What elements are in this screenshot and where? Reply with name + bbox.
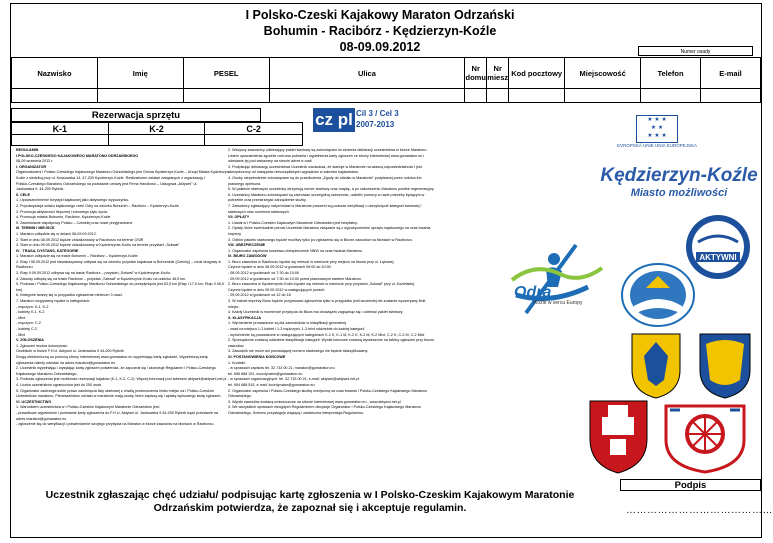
regulation-line: 1. Upowszechnienie turystyki kajakowej jako aktywnego wypoczynku. bbox=[16, 198, 130, 203]
regulation-line: - 09.09.2012 w godzinach od 12 do 18 bbox=[228, 293, 291, 298]
col-ulica: Ulica bbox=[269, 58, 465, 89]
title-line-2: Bohumin - Racibórz - Kędzierzyn-Koźle bbox=[263, 24, 497, 38]
regulation-line: imprezy. bbox=[228, 231, 242, 236]
regulation-line: REGULAMIN bbox=[16, 148, 39, 152]
regulation-line: 1. Wyróżnienie prowadzone są dla zawodników w klasyfikacji generalnej. bbox=[228, 321, 348, 326]
kozle-emblem-icon bbox=[620, 262, 696, 328]
regulation-line: 3. Start w dniu 09.09.2012 będzie zlokalizowany w Kędzierzynie-Koźlu na terenie przystani „Szkwał” bbox=[16, 243, 180, 248]
czpl-cel3-logo: Cíl 3 / Cel 3 2007-2013 bbox=[356, 109, 399, 129]
regulation-line: Osobiście w biurze F.H.U. Aktywni ul. Jankowska 9 44-200 Rybnik bbox=[16, 349, 124, 354]
regulation-line: 3. Podpisując deklarację uczestnictwa Uczestnik oświadcza, że startuje w Maratonie na własną odpowiedzialność i jest bbox=[228, 164, 422, 169]
regulation-line: 6. Uczestnicy Maratonu zobowiązani są zachować szczególną ostrożność, udzielić pomocy w razie potrzeby będącym w bbox=[228, 192, 425, 197]
regulation-line: tel. 696 688 151, koordynator@gomaraton.eu bbox=[228, 371, 303, 376]
regulation-line: VIII. UBEZPIECZENIE bbox=[228, 243, 266, 248]
regulation-line: 5. Podczas I Polsko-Czeskiego Kajakowego Maratonu Odrzańskiego do przepłynięcia jest 63,5 km (Etap I 17,0 km, Etap II 46,5 bbox=[16, 282, 224, 287]
regulation-line: 1. Maraton odbędzie się na trasie Bohumin – Racibórz – Kędzierzyn-Koźle. bbox=[16, 254, 139, 259]
regulation-line: adres maraton@gomaraton.eu bbox=[16, 416, 67, 421]
regulation-line: - zgłoszenie się do weryfikacji i potwierdzenie swojego przybycia na Maraton w biurze zawodów na błoniach w Raciborzu. bbox=[16, 422, 215, 427]
regulation-line: Koźle z siedzibą przy ul. Kossowska 14, 47-200 Kędzierzyn-Koźle. Realizatorem działań związanych z organizacją I bbox=[16, 175, 205, 180]
col-imie: Imię bbox=[97, 58, 183, 89]
regulation-line: Odrzańskiego, Schemu przysługuje wiążącą i ostateczna interpretacja Regulaminu. bbox=[228, 410, 365, 415]
regulation-line: 5. Organizator zastrzega sobie prawo zamknięcia listy startowej z chwilą przekroczenia limitu miejsc na I Polsko-Czeskim bbox=[16, 388, 214, 393]
regulation-line: 2. Opłaty, które ewentualnie ponosi Uczestnik Maratonu związane są z wypożyczeniem sprzętu kajakowego na czas trwania bbox=[228, 226, 431, 231]
regulation-line: 2. Organizator zapewnia I Polsko-Czeskiego służbę medyczną na czas trwania I Polsko-Czeskiego Kajakowego Maratonu bbox=[228, 388, 428, 393]
city-motto: Miasto możliwości bbox=[630, 187, 728, 199]
regulation-line: Jankowska 9, 44-200 Rybnik. bbox=[16, 187, 65, 192]
regulation-line: 3. Odbiór pakietu startowego będzie możliwy tylko po zgłoszeniu się w Biurze zawodów na błoniach w Raciborzu. bbox=[228, 237, 413, 242]
city-logo bbox=[594, 165, 764, 210]
equipment-k1-field[interactable] bbox=[12, 135, 109, 146]
consent-statement: Uczestnik zgłaszając chęć udziału/ podpisując kartę zgłoszenia w I Polsko-Czeskim Kajakowym Maratonie Odrzańskim potwierdza, że zapoznał się i akceptuje regulamin. bbox=[45, 489, 575, 514]
regulation-line: 2. Sporządzone zostaną oddzielne klasyfikacje kategorii. Wyniki końcowe zostaną wywieszone na tablicy ogłoszeń przy biurze bbox=[228, 338, 435, 343]
input-miejscowosc[interactable] bbox=[565, 89, 641, 103]
regulation-line: odesłanie jej pod wskazany na stronie adres e-mail. bbox=[228, 159, 313, 164]
regulation-line: 1. Udział w I Polsko-Czeskim Kajakowym Maratonie Odrzańskim jest bezpłatny. bbox=[228, 220, 358, 225]
col-nazwisko: Nazwisko bbox=[12, 58, 98, 89]
regulation-line: 4. We wszystkich sprawach nieujętych Regulaminem decyduje Organizator I Polsko-Czeskiego Kajakowego Maratonu bbox=[228, 405, 421, 410]
regulation-line: - wyróżnienie są prowadzone w następujących kategoriach K-1 K, K-1 M, K-2 K, K-2 M, K-2 Mixt, C-2 K, C-2 M, C-2 Mixt bbox=[228, 332, 425, 337]
input-pesel[interactable] bbox=[183, 89, 269, 103]
input-email[interactable] bbox=[701, 89, 761, 103]
col-nr-mieszkania: Nr miesz bbox=[487, 58, 509, 89]
regulation-line: V. ZGŁOSZENIA bbox=[16, 338, 44, 343]
regulation-line: 08-09 wrzesnia 2012 r. bbox=[16, 159, 54, 164]
odra-logo bbox=[510, 260, 605, 315]
czpl-logo: cz pl bbox=[313, 108, 355, 132]
coat-of-arms-4-icon bbox=[660, 400, 750, 475]
col-miejscowosc: Miejscowość bbox=[565, 58, 641, 89]
regulation-line: 1. Kontakt: bbox=[228, 360, 246, 365]
regulation-line: 3. Podczas zgłoszenia jest możliwość rezerwacji kajaków (K-1, K-2, C-2). Więcej informacji pod adresem aktywni@aktywni.net.pl bbox=[16, 377, 227, 382]
regulation-line: 2. Uczestnik wypełniając i wysyłając kartę zgłoszeń potwierdza, że zapoznał się i akceptuje Regulamin I Polsko-Czeskiego bbox=[16, 366, 216, 371]
regulation-line: 7. Maraton rozgrywany będzie w kategoriach: bbox=[16, 299, 91, 304]
regulation-line: 5. W pakiecie startowym uczestnicy otrzymują numer startowy oraz mapkę, a po zakończeniu Maratonu posiłek regeneracyjny. bbox=[228, 187, 435, 192]
regulation-line: Czynne będzie w dniu 08.09.2012 w godzinach 09:00 do 10:00. bbox=[228, 265, 332, 270]
regulation-line: II. CELE bbox=[16, 192, 30, 197]
regulation-line: 3. W trakcie imprezy Biuro będzie przyjmować zgłoszenia tylko w przypadku jeśli wcześniej nie zostanie wyczerpany limit bbox=[228, 299, 426, 304]
signature-label: Podpis bbox=[620, 479, 761, 491]
equipment-k2-field[interactable] bbox=[108, 135, 205, 146]
regulation-line: 2. Wszyscy zawodnicy odbierający pakiet startowy są zobowiązani do złożenia deklaracji uczestnictwa w biurze Maratonu. bbox=[228, 148, 428, 152]
signature-line[interactable]: …………………………………… bbox=[626, 505, 773, 516]
odra-subtitle: Koźle w sercu Europy bbox=[534, 300, 583, 306]
regulation-line: Czynne będzie w dniu 09.09.2012 w następujących porach: bbox=[228, 287, 326, 292]
regulation-line: Raciborzu. bbox=[16, 265, 34, 270]
col-nr-domu: Nr domu bbox=[465, 58, 487, 89]
regulation-line: potrzebie oraz przestrzegać zarządzenie służby. bbox=[228, 198, 307, 203]
regulation-line: - w sprawach organizacyjnych: tel. 32 733 00 21, e-mail: aktywni@aktywni.net.pl bbox=[228, 377, 360, 382]
regulation-line: Listem upoważnienia zgodnie ochrona pobrania i wypełnienia karty zgłoszeń ze strony internetowej www.gomaraton.eu i bbox=[228, 153, 425, 158]
regulation-line: Organizatorami I Polsko-Czeskiego Kajakowego Maratonu Odrzańskiego jest Gmina Kędzierzyn-Koźle – Urząd Miasta Kędzierzyn- bbox=[16, 170, 230, 175]
regulation-line: 4. Zawody odbędą się na trasie Racibórz – przystań „Szkwał” w Kędzierzynie-Koźlu na odcinku 46,5 km. bbox=[16, 276, 187, 281]
regulation-line: 2. Start w dniu 08.09.2012 będzie zlokalizowany w Raciborzu na terenie OSiR bbox=[16, 237, 144, 242]
regulation-line: 1. Maraton odbędzie się w dniach 08-09.09.2012. bbox=[16, 231, 97, 236]
regulation-line: 2. Etap I 08.09.2012 jest niewskazywany odbywa się na odcinku przystań kajakowa w Bohuminie (Czechy) – most drogowy w bbox=[16, 259, 221, 264]
registration-table bbox=[11, 57, 761, 103]
regulation-line: 2. Popularyzacja szlaku kajakowego rzeki Odry na odcinku Bohumin – Racibórz – Kędzierzyn-Koźle bbox=[16, 203, 179, 208]
regulation-line: Kajakowego Maratonu Odrzańskiego. bbox=[16, 371, 78, 376]
regulation-line: - kobiety K-1, K-2 bbox=[16, 310, 45, 315]
regulation-line: 3. Etap II 09.09.2012 odbywa się na trasie Racibórz – przystań „Szkwał” w Kędzierzynie-Koźlu. bbox=[16, 271, 171, 276]
coat-of-arms-1-icon bbox=[628, 330, 684, 400]
input-nr-mieszkania[interactable] bbox=[487, 89, 509, 103]
regulation-line: tel. 694 688 515, e-mail: koordynator@gomaraton.eu bbox=[228, 382, 315, 387]
equipment-title: Rezerwacja sprzętu bbox=[11, 108, 261, 122]
input-imie[interactable] bbox=[97, 89, 183, 103]
regulation-line: km). bbox=[16, 287, 24, 292]
odra-name: Odra bbox=[514, 284, 552, 301]
coat-of-arms-3-icon bbox=[586, 395, 651, 475]
regulation-line: III. TERMIN I MIEJSCE bbox=[16, 226, 55, 231]
regulation-line: XI. POSTANOWIENIA KOŃCOWE bbox=[228, 354, 286, 359]
equipment-table bbox=[11, 122, 303, 146]
input-telefon[interactable] bbox=[641, 89, 701, 103]
regulation-line: 3. Wyniki zawodów zostaną umieszczone na stronie internetowej www.gomaraton.eu , www.aktywni.net.pl bbox=[228, 399, 401, 404]
equipment-k1-label: K-1 bbox=[12, 123, 109, 135]
regulation-line: - 08.09.2012 w godzinach od 7:30 do 10:00 bbox=[228, 271, 299, 276]
regulation-line: VII. OPŁATY bbox=[228, 215, 250, 220]
coat-of-arms-2-icon bbox=[696, 330, 754, 400]
col-email: E-mail bbox=[701, 58, 761, 89]
regulation-line: 3. Promocja aktywności fizycznej i zdrowego stylu życia. bbox=[16, 209, 108, 214]
regulation-line: 5. Zacieśnianie współpracy Polsko – Czeskiej oraz nowe przygraniczne bbox=[16, 220, 133, 225]
regulations-right-column bbox=[228, 148, 608, 506]
input-nazwisko[interactable] bbox=[12, 89, 98, 103]
equipment-c2-label: C-2 bbox=[205, 123, 303, 135]
regulation-line: IV . TRASA, DYSTANS, KATEGORIE bbox=[16, 248, 79, 253]
regulation-line: 4. Osoby niepełnoletnie zobowiązane są do przedłożenia „Zgody do udziału w Maratonie” podpisanej przez rodzica lub bbox=[228, 175, 422, 180]
regulation-line: prawnego opiekuna. bbox=[228, 181, 262, 186]
regulation-line: 4. Liczba uczestników ograniczona jest do 250 osób. bbox=[16, 382, 103, 387]
regulation-line: - prawidłowe wypełnienie i przesłanie karty zgłoszenia do F.H.U. Aktywni ul. Jankowska 9 44-200 Rybnik bądź przesłanie na bbox=[16, 410, 219, 415]
regulation-line: - 09.09.2012 w godzinach od 7:30 do 10:00 przed planowanym startem Maratonu. bbox=[228, 276, 362, 281]
regulation-line: I. ORGANIZATOR bbox=[16, 164, 47, 169]
regulation-line: miejsc. bbox=[228, 304, 240, 309]
title-line-1: I Polsko-Czeski Kajakowy Maraton Odrzański bbox=[245, 8, 515, 22]
city-name: Kędzierzyn-Koźle bbox=[600, 165, 758, 186]
regulation-line: 6. Kategorie twarzy się w przypadku zgłoszenia minimum 3 osad. bbox=[16, 293, 123, 298]
regulation-line: 1. Biuro zawodów w Raciborzu będzie się mieścić w namiocie przy wejściu na błonia przy ul. Łąkowej. bbox=[228, 259, 395, 264]
regulation-line: - Mixt bbox=[16, 315, 26, 320]
col-kod-pocztowy: Kod pocztowy bbox=[509, 58, 565, 89]
equipment-c2-field[interactable] bbox=[205, 135, 303, 146]
aktywni-label: AKTYWNI bbox=[699, 253, 737, 262]
regulation-line: zawodów. bbox=[228, 343, 245, 348]
regulation-line: 1. Warunkiem uczestnictwa w I Polsko-Czeskim Kajakowym Maratonie Odrzańskim jest: bbox=[16, 405, 160, 410]
numer-osady-field[interactable]: Numer osady bbox=[638, 46, 753, 56]
regulation-line: 1. Organizator zapewnia kosztowo ubezpieczenie NNW na czas trwania Maratonu. bbox=[228, 248, 364, 253]
regulation-line: Polsko-Czeskiego Maratonu Odrzańskiego na podstawie umowy jest Firma Handlowo – Usługowa „Aktywni” ul. bbox=[16, 181, 198, 186]
regulation-line: - kobiety C-2 bbox=[16, 327, 37, 331]
regulation-line: 2. Biuro zawodów w Kędzierzynie-Koźlu będzie się mieścić w namiocie przy przystani „Szkwał” przy ul. Kozielskiej. bbox=[228, 282, 416, 287]
col-pesel: PESEL bbox=[183, 58, 269, 89]
regulation-line: 7. Zawodnicy zgłaszający natychmiast w Maratonie proszeni są podczas weryfikacji o okrzyknięcie kategorii startowej i bbox=[228, 203, 422, 208]
regulation-line: 4. Każdy Uczestnik w momencie przybycia do Biura ma obowiązek zaglądnąć się i odebrać pakiet startowy. bbox=[228, 310, 404, 315]
col-telefon: Telefon bbox=[641, 58, 701, 89]
regulation-line: Uczestników maratonu. Pierwszeństwo udziału w maratonie mają osoby, które zapiszą się i wpłatę wpisowego kartę zgłoszeń. bbox=[16, 394, 222, 399]
regulation-line: 3. Zawodnik nie może ani pozostającej numeru startowego nie będzie sklasyfikowany. bbox=[228, 349, 369, 354]
regulation-line: ubezpieczony od następstw nieszczęśliwych wypadków w zakresie kajakarstwa. bbox=[228, 170, 359, 175]
input-kod-pocztowy[interactable] bbox=[509, 89, 565, 103]
regulation-line: - Mixt bbox=[16, 332, 26, 337]
eu-caption: EVROPSKÁ UNIE UNIA EUROPEJSKA bbox=[616, 143, 698, 148]
regulation-line: - w sprawach zapisów tel. 32 733 00 21, maraton@gomaraton.eu bbox=[228, 366, 335, 371]
regulation-line: - męczyzn: C-2 bbox=[16, 321, 41, 326]
regulation-line: Odrzańskiego. bbox=[228, 394, 252, 399]
input-nr-domu[interactable] bbox=[465, 89, 487, 103]
regulation-line: - osad na miejscu 1-3 kobiet i 1-3 mężczyzn, 1-3 mixt oddzielnie do każdej kategorii bbox=[228, 327, 365, 331]
regulation-line: zgłoszenia należy odesłać na adres maraton@gomaraton.eu bbox=[16, 360, 116, 365]
regulation-line: startowych oraz numerów startowych. bbox=[228, 209, 290, 214]
title-line-3: 08-09.09.2012 bbox=[339, 40, 421, 54]
equipment-k2-label: K-2 bbox=[108, 123, 205, 135]
regulation-line: I POLSKO-CZESKIEGO KAJAKOWEGO MARATONU ODRZAŃSKIEGO bbox=[16, 153, 139, 158]
regulation-line: IX. BIURO ZAWODÓW bbox=[228, 254, 267, 259]
regulation-line: X. KLASYFIKACJA bbox=[228, 315, 261, 320]
regulation-line: Drogą elektroniczną za pomocą strony internetowej www.gomaraton.eu wypełniając kartę zgłoszeń. Wypełnioną kartę bbox=[16, 354, 208, 359]
input-ulica[interactable] bbox=[269, 89, 465, 103]
regulation-line: 1. Zgłoszeń można dokonywać: bbox=[16, 343, 68, 348]
regulation-line: - męczyzn: K-1, K-2 bbox=[16, 304, 49, 309]
eu-flag-icon: ★ ★ ★ ★ ★ ★ ★ ★ bbox=[636, 115, 678, 143]
regulations-left-column bbox=[16, 148, 230, 427]
regulation-line: VI. UCZESTNICTWO bbox=[16, 399, 52, 404]
regulation-line: 4. Promocja miasta Bohumin, Racibórz, Kędzierzyn-Koźle bbox=[16, 215, 111, 220]
